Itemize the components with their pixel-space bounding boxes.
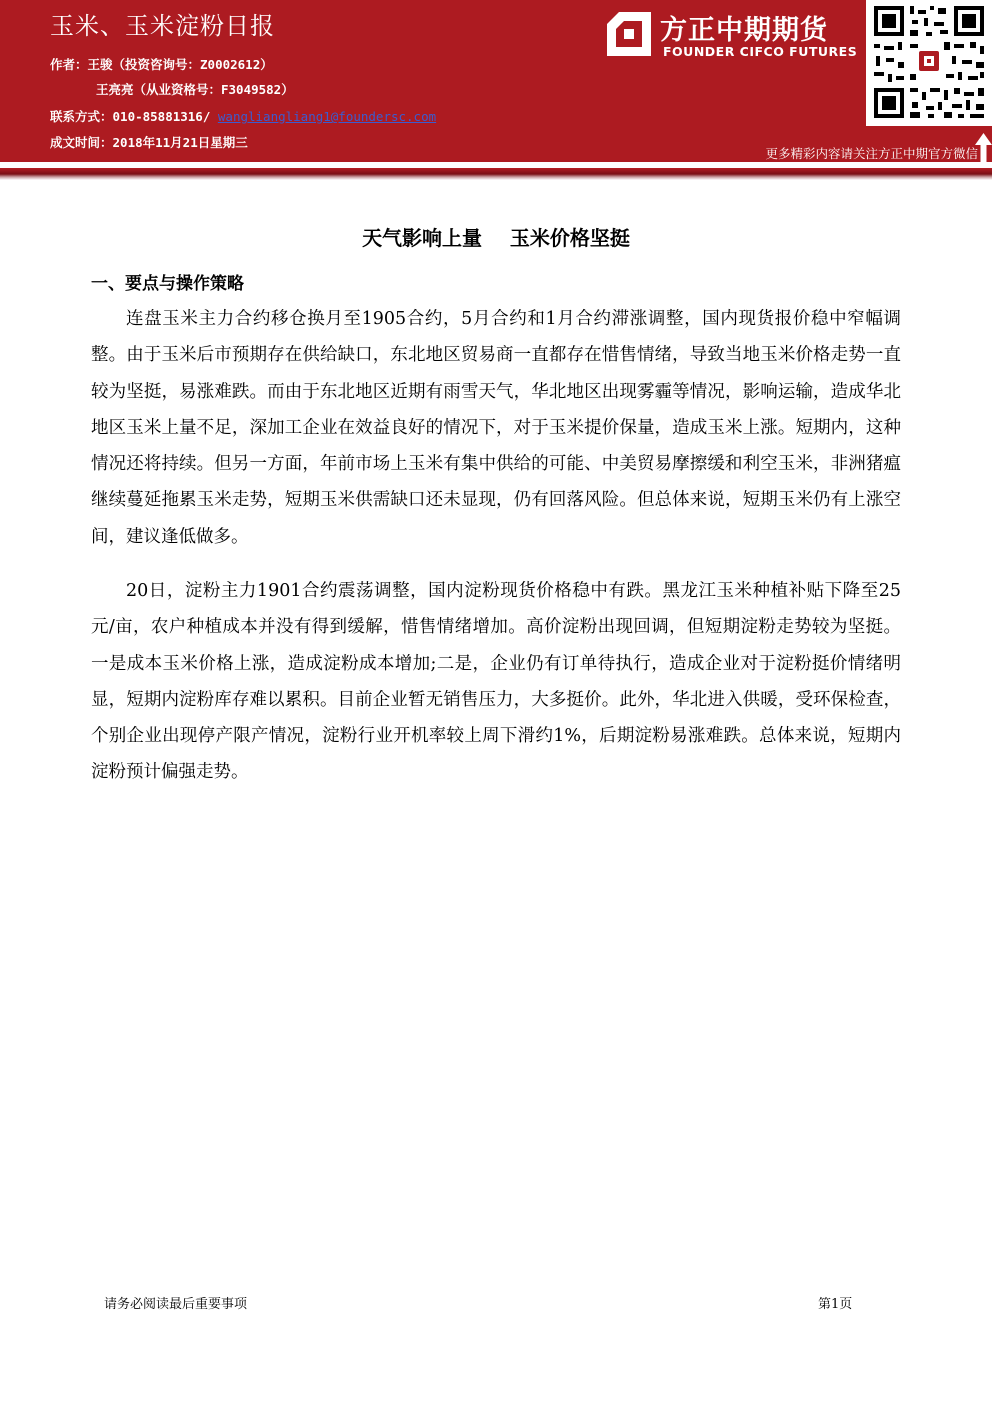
section-heading-1: 一、要点与操作策略 bbox=[91, 274, 244, 294]
follow-wechat-note: 更多精彩内容请关注方正中期官方微信 bbox=[765, 146, 978, 161]
date-label: 成文时间： bbox=[50, 135, 113, 150]
contact-label: 联系方式： bbox=[50, 109, 113, 124]
contact-email-link[interactable]: wangliangliang1@foundersc.com bbox=[217, 109, 437, 124]
report-title: 玉米、玉米淀粉日报 bbox=[50, 12, 275, 40]
author-line-2 bbox=[96, 80, 294, 98]
wechat-qr-code-icon bbox=[866, 0, 992, 126]
author-1: 王骏（投资咨询号：Z0002612） bbox=[87, 57, 273, 72]
contact-line bbox=[50, 107, 436, 125]
brand-name-cn: 方正中期期货 bbox=[660, 15, 828, 46]
date-value: 2018年11月21日星期三 bbox=[112, 135, 248, 150]
author-line-1 bbox=[50, 55, 273, 73]
founder-logo-icon bbox=[607, 12, 651, 56]
author-2: 王亮亮（从业资格号：F3049582） bbox=[96, 82, 294, 97]
article-title: 天气影响上量 玉米价格坚挺 bbox=[362, 226, 630, 250]
report-header bbox=[0, 0, 992, 162]
author-label: 作者： bbox=[50, 57, 88, 72]
footer-page-number: 第1页 bbox=[818, 1297, 853, 1312]
arrow-up-icon bbox=[975, 133, 992, 162]
date-line bbox=[50, 133, 248, 151]
header-divider-shadow bbox=[0, 168, 992, 180]
paragraph-starch: 20日，淀粉主力1901合约震荡调整，国内淀粉现货价格稳中有跌。黑龙江玉米种植补贴下降至25元/亩，农户种植成本并没有得到缓解，惜售情绪增加。高价淀粉出现回调，但短期淀粉走势较为坚挺。一是成本玉米价格上涨，造成淀粉成本增加;二是，企业仍有订单待执行，造成企业对于淀粉挺价情绪明显，短期内淀粉库存难以累积。目前企业暂无销售压力，大多挺价。此外，华北进入供暖，受环保检查，个别企业出现停产限产情况，淀粉行业开机率较上周下滑约1%，后期淀粉易涨难跌。总体来说，短期内淀粉预计偏强走势。 bbox=[91, 581, 901, 783]
paragraph-corn: 连盘玉米主力合约移仓换月至1905合约，5月合约和1月合约滞涨调整，国内现货报价稳中窄幅调整。由于玉米后市预期存在供给缺口，东北地区贸易商一直都存在惜售情绪，导致当地玉米价格走势一直较为坚挺，易涨难跌。而由于东北地区近期有雨雪天气，华北地区出现雾霾等情况，影响运输，造成华北地区玉米上量不足，深加工企业在效益良好的情况下，对于玉米提价保量，造成玉米上涨。短期内，这种情况还将持续。但另一方面，年前市场上玉米有集中供给的可能、中美贸易摩擦缓和利空玉米，非洲猪瘟继续蔓延拖累玉米走势，短期玉米供需缺口还未显现，仍有回落风险。但总体来说，短期玉米仍有上涨空间，建议逢低做多。 bbox=[91, 309, 901, 547]
brand-name-en: FOUNDER CIFCO FUTURES bbox=[663, 44, 858, 59]
contact-phone: 010-85881316/ bbox=[112, 109, 211, 124]
footer-notice: 请务必阅读最后重要事项 bbox=[104, 1297, 248, 1312]
